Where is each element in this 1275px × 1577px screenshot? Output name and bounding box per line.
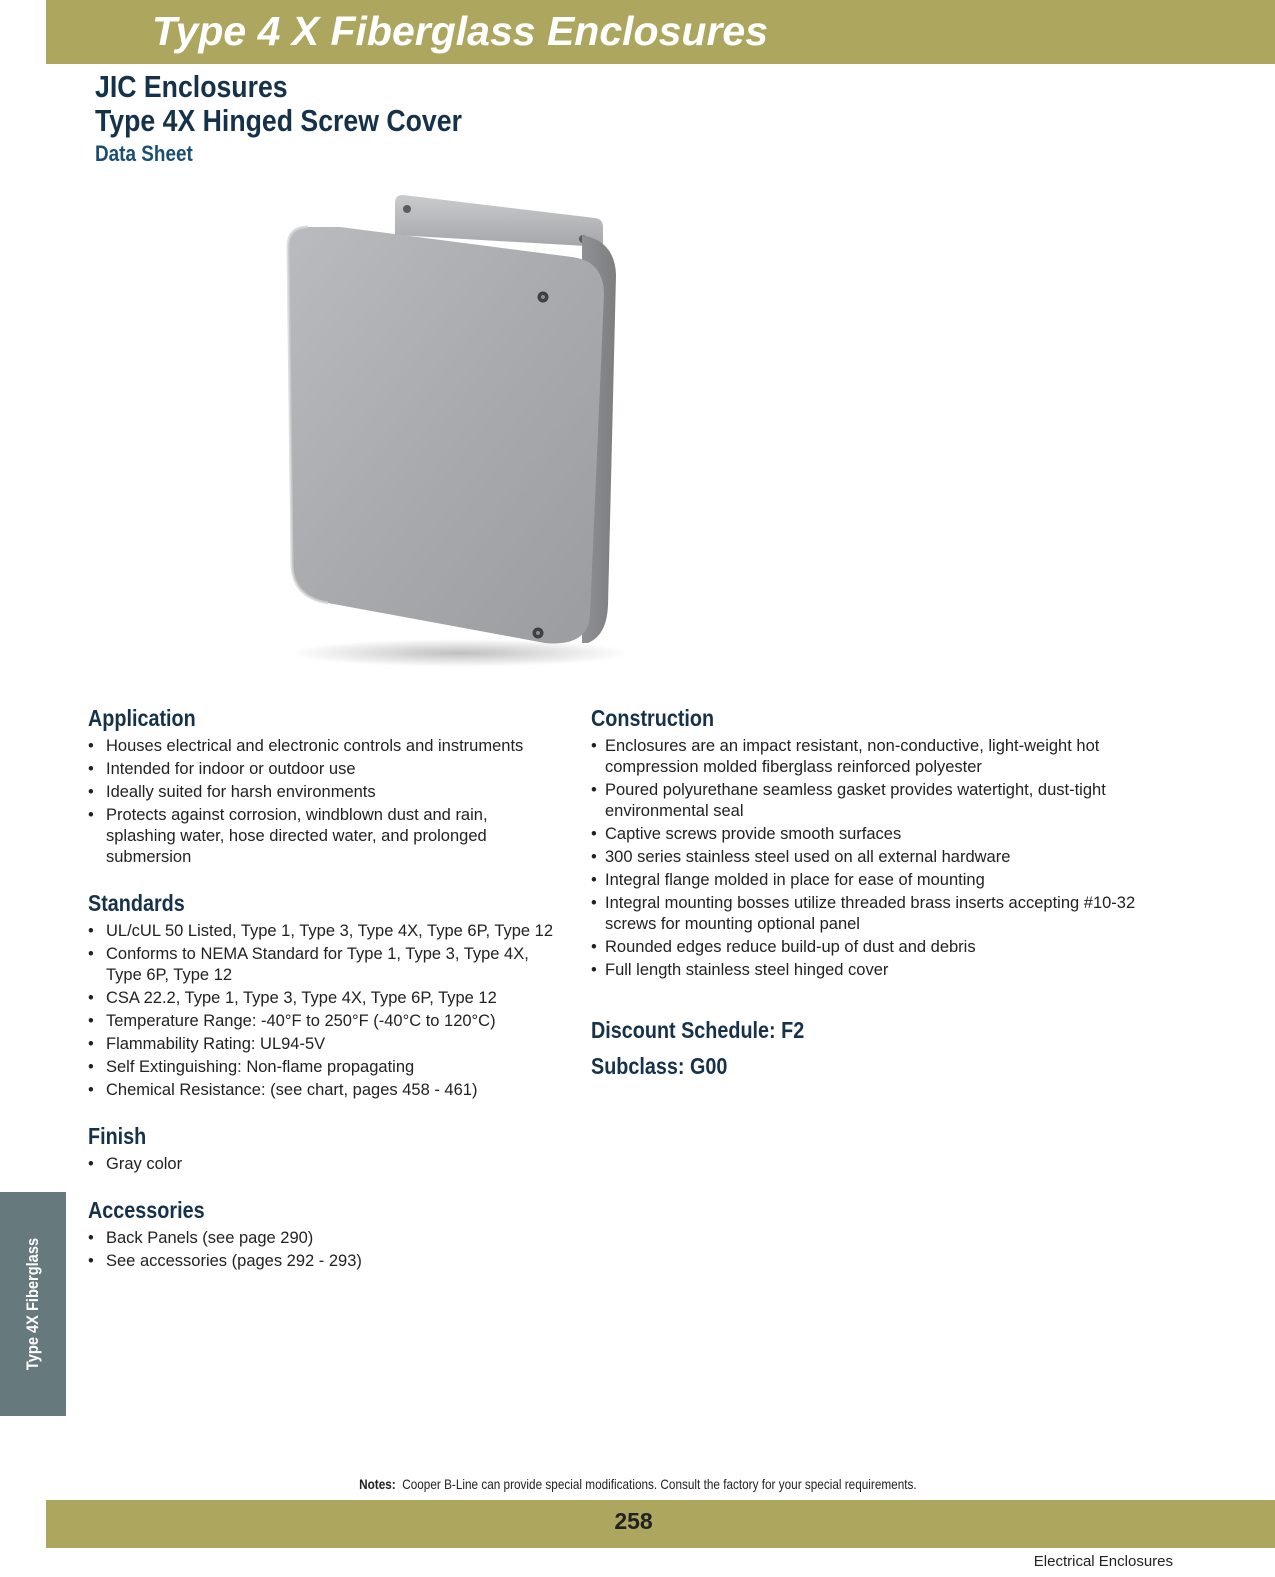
list-item: • Temperature Range: -40°F to 250°F (-40°C to 120°C) (88, 1011, 558, 1032)
list-item: • Integral flange molded in place for ease of mounting (591, 870, 1151, 891)
side-tab-label: Type 4X Fiberglass (23, 1237, 42, 1371)
right-column (591, 703, 1151, 1081)
list-item: • Gray color (88, 1154, 558, 1175)
notes-line (359, 1476, 917, 1492)
list-item: • Intended for indoor or outdoor use (88, 759, 558, 780)
document-title: JIC Enclosures (95, 69, 288, 104)
notes (0, 1476, 1275, 1492)
application-list (88, 736, 558, 868)
accessories-list (88, 1228, 558, 1272)
construction-list (591, 736, 1151, 981)
list-item: • UL/cUL 50 Listed, Type 1, Type 3, Type 4X, Type 6P, Type 12 (88, 921, 558, 942)
side-tab (0, 1192, 66, 1416)
accessories-heading: Accessories (88, 1197, 205, 1223)
list-item: • Captive screws provide smooth surfaces (591, 824, 1151, 845)
list-item: • CSA 22.2, Type 1, Type 3, Type 4X, Type 6P, Type 12 (88, 988, 558, 1009)
list-item: • Conforms to NEMA Standard for Type 1, Type 3, Type 4X, Type 6P, Type 12 (88, 944, 558, 986)
accessories-section (88, 1195, 558, 1272)
standards-section (88, 888, 558, 1101)
finish-heading: Finish (88, 1123, 147, 1149)
list-item: • Chemical Resistance: (see chart, pages 458 - 461) (88, 1080, 558, 1101)
notes-text: Cooper B-Line can provide special modifications. Consult the factory for your special requirements. (401, 1476, 917, 1492)
page-number: 258 (614, 1508, 653, 1534)
subclass-label: Subclass: G00 (591, 1053, 728, 1079)
list-item: • Ideally suited for harsh environments (88, 782, 558, 803)
finish-list (88, 1154, 558, 1175)
footer-section-name: Electrical Enclosures (1033, 1553, 1173, 1570)
document-subtitle: Type 4X Hinged Screw Cover (95, 103, 462, 138)
list-item: • Enclosures are an impact resistant, non-conductive, light-weight hot compression molded fiberglass reinforced polyester (591, 736, 1151, 778)
list-item: • Protects against corrosion, windblown dust and rain, splashing water, hose directed water, and prolonged submersion (88, 805, 558, 868)
list-item: • Houses electrical and electronic controls and instruments (88, 736, 558, 757)
list-item: • Integral mounting bosses utilize threaded brass inserts accepting #10-32 screws for mounting optional panel (591, 893, 1151, 935)
application-section (88, 703, 558, 868)
application-heading: Application (88, 705, 196, 731)
discount-schedule: Discount Schedule: F2 (591, 1017, 805, 1043)
title-block (95, 70, 522, 170)
list-item: • Flammability Rating: UL94-5V (88, 1034, 558, 1055)
document-type-label: Data Sheet (95, 141, 193, 166)
construction-heading: Construction (591, 705, 715, 731)
list-item: • Back Panels (see page 290) (88, 1228, 558, 1249)
list-item: • See accessories (pages 292 - 293) (88, 1251, 558, 1272)
standards-list (88, 921, 558, 1101)
standards-heading: Standards (88, 890, 185, 916)
left-column (88, 703, 558, 1292)
bottom-banner (46, 1500, 1275, 1548)
finish-section (88, 1121, 558, 1175)
banner-title: Type 4 X Fiberglass Enclosures (152, 8, 769, 54)
list-item: • Full length stainless steel hinged cover (591, 960, 1151, 981)
top-banner (46, 0, 1275, 64)
notes-label: Notes: (358, 1476, 396, 1492)
list-item: • Poured polyurethane seamless gasket provides watertight, dust-tight environmental seal (591, 780, 1151, 822)
list-item: • 300 series stainless steel used on all external hardware (591, 847, 1151, 868)
construction-section (591, 703, 1151, 981)
enclosure-photo (270, 185, 640, 675)
list-item: • Self Extinguishing: Non-flame propagating (88, 1057, 558, 1078)
list-item: • Rounded edges reduce build-up of dust and debris (591, 937, 1151, 958)
